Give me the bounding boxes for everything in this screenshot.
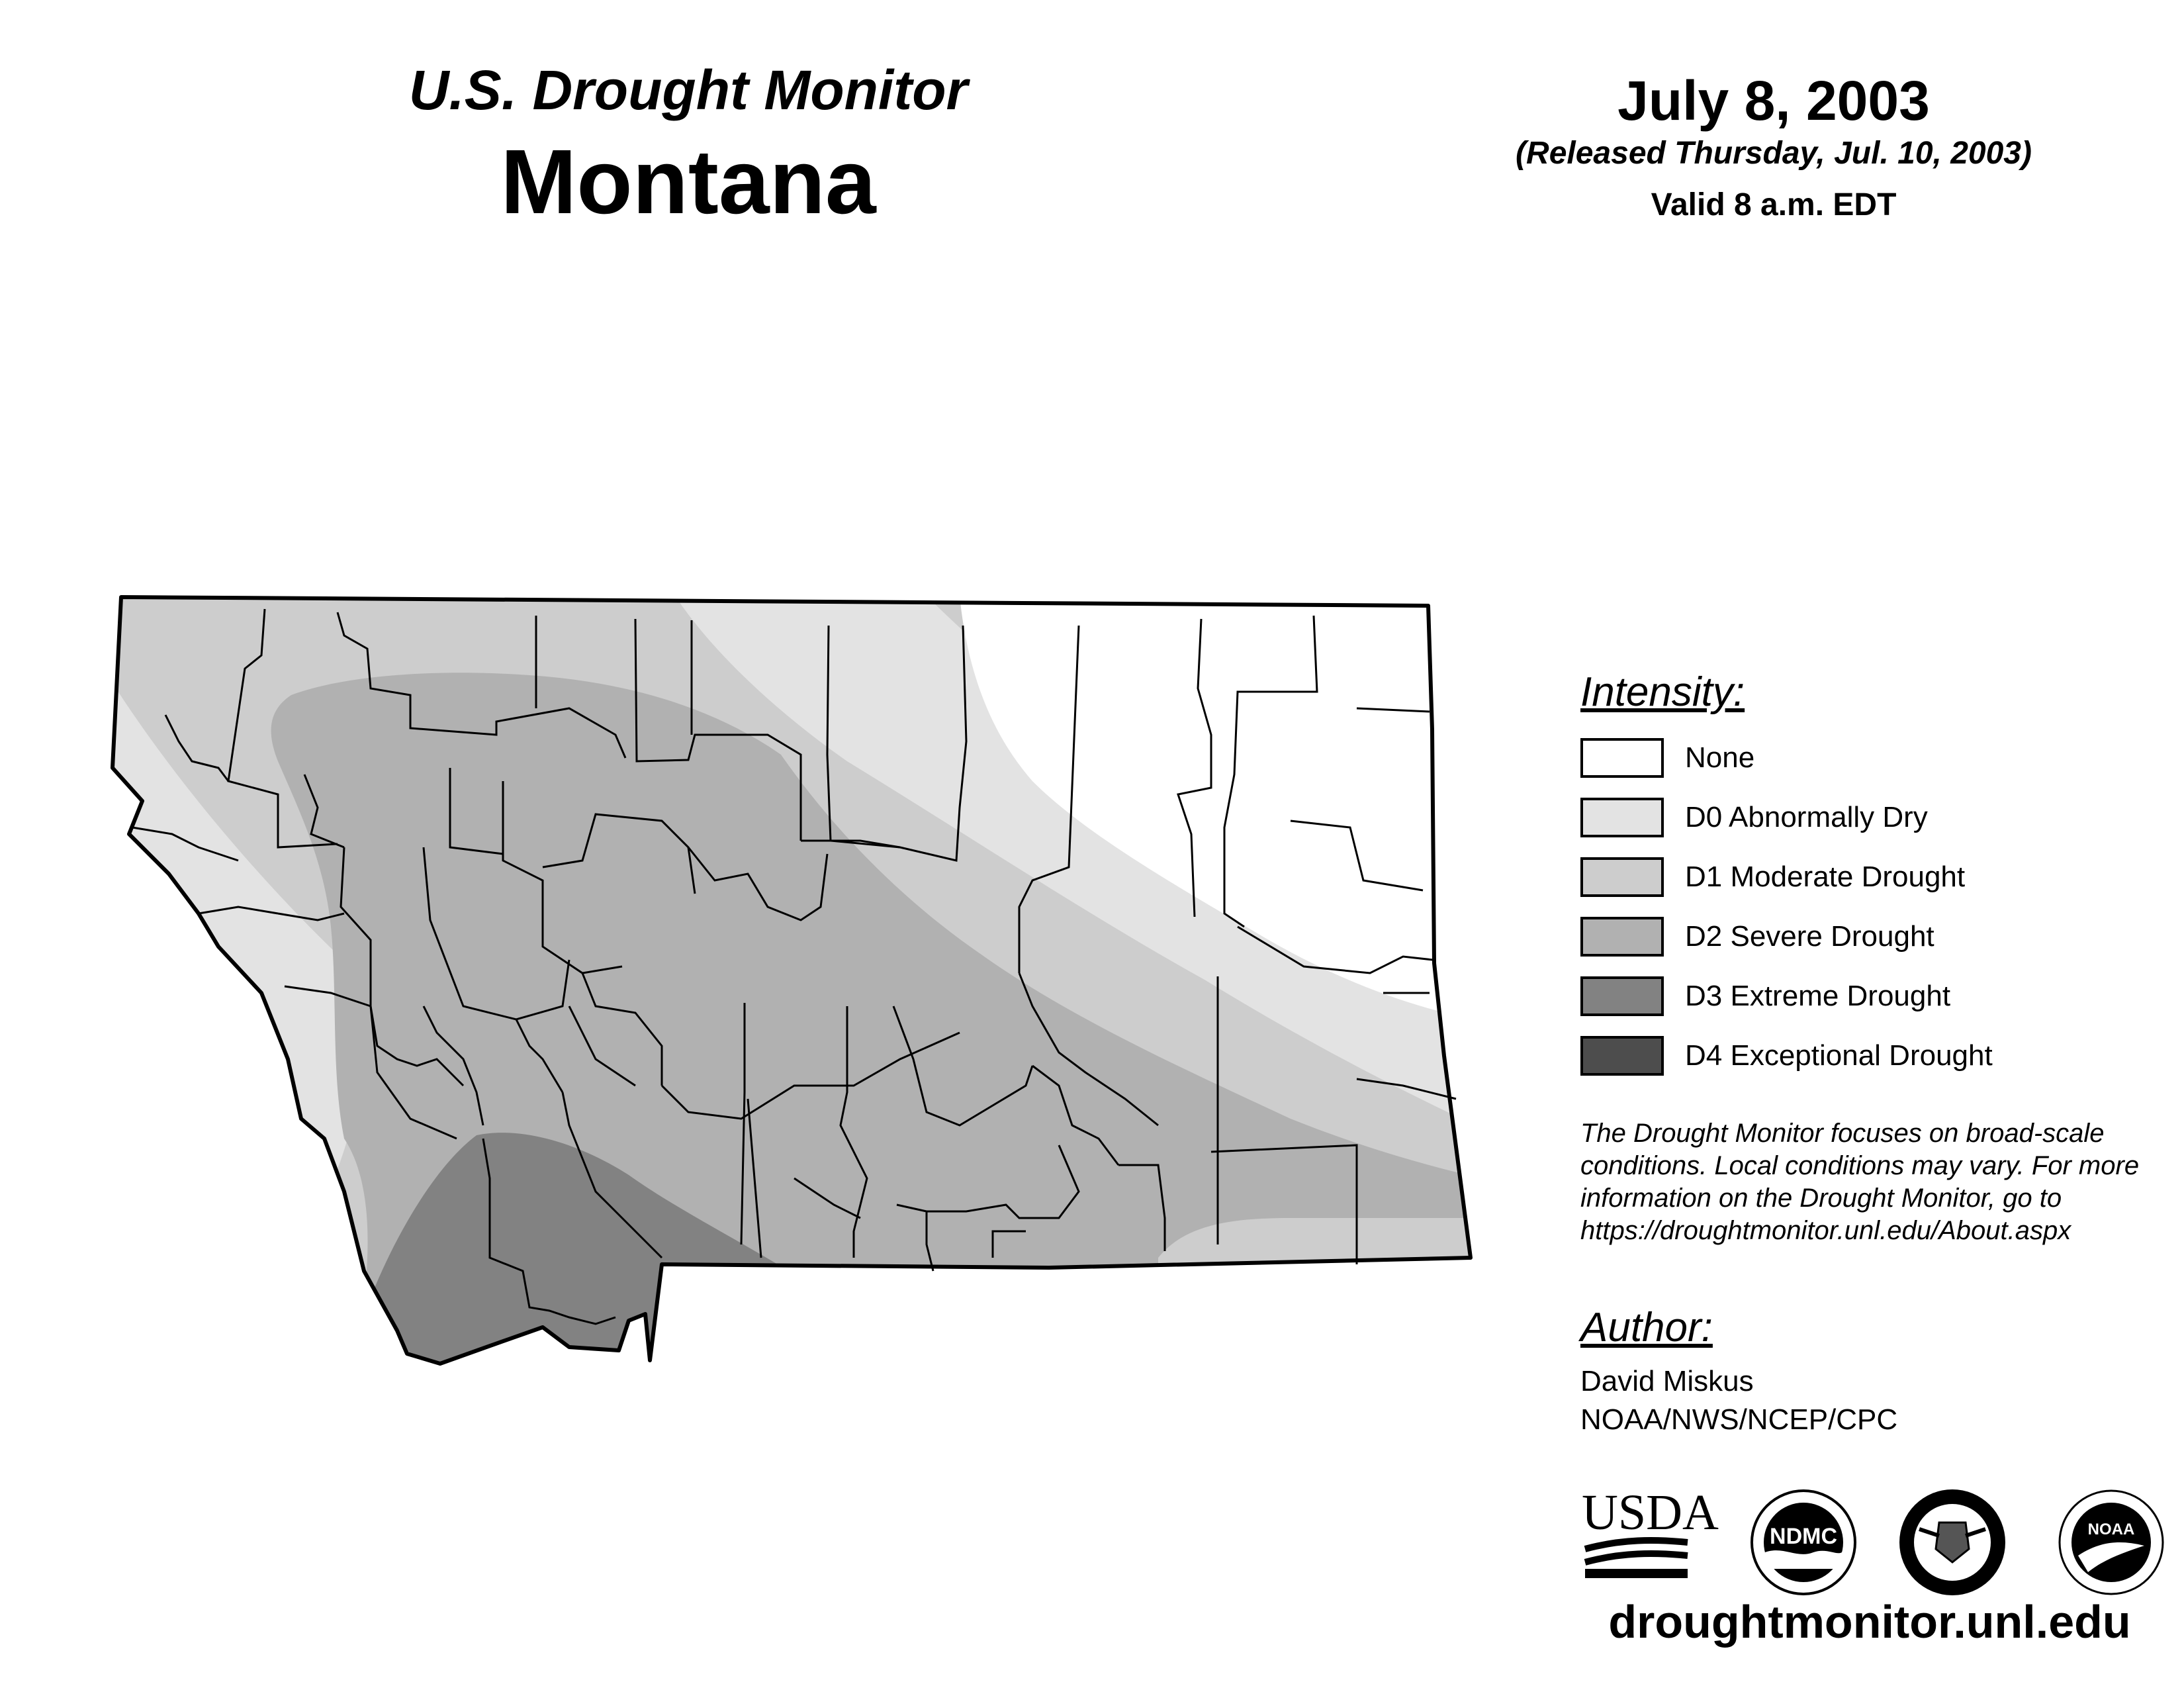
disclaimer-note: The Drought Monitor focuses on broad-scale conditions. Local conditions may vary. For more information on the Drought Monitor, go to https://droughtmonitor.unl.edu/About.aspx: [1580, 1119, 2140, 1245]
release-date: (Released Thursday, Jul. 10, 2003): [1516, 136, 2032, 171]
legend-swatch: [1580, 857, 1664, 897]
usda-logo: [1582, 1485, 1719, 1578]
map-subtitle: U.S. Drought Monitor: [408, 59, 968, 121]
legend-label: D0 Abnormally Dry: [1685, 801, 1928, 833]
legend-label: D3 Extreme Drought: [1685, 980, 1951, 1012]
author-title: Author:: [1580, 1305, 1713, 1350]
legend-swatch: [1580, 1036, 1664, 1076]
ndmc-logo: [1752, 1491, 1855, 1594]
author-org: NOAA/NWS/NCEP/CPC: [1580, 1403, 1898, 1436]
map-title: Montana: [500, 131, 876, 233]
legend-label: D2 Severe Drought: [1685, 920, 1934, 953]
legend-item-d4: [1580, 1033, 1993, 1079]
legend-swatch: [1580, 917, 1664, 957]
legend-item-d0: [1580, 794, 1928, 841]
legend-label: D4 Exceptional Drought: [1685, 1039, 1993, 1072]
valid-time: Valid 8 a.m. EDT: [1651, 187, 1897, 222]
legend-swatch: [1580, 798, 1664, 837]
noaa-logo-text: NOAA: [2087, 1521, 2135, 1538]
legend-item-d2: [1580, 914, 1934, 960]
legend-title: Intensity:: [1580, 669, 1745, 715]
legend-item-d1: [1580, 854, 1965, 900]
ndmc-logo-text: NDMC: [1770, 1524, 1837, 1549]
legend-label: D1 Moderate Drought: [1685, 861, 1966, 893]
commerce-seal-icon: [1899, 1489, 2005, 1595]
legend-swatch: [1580, 976, 1664, 1016]
legend-label: None: [1685, 741, 1755, 774]
author-name: David Miskus: [1580, 1365, 1754, 1397]
map-date: July 8, 2003: [1617, 70, 1930, 132]
website-link[interactable]: droughtmonitor.unl.edu: [1608, 1596, 2131, 1648]
legend-swatch: [1580, 738, 1664, 778]
noaa-logo: [2060, 1491, 2163, 1594]
legend-item-d3: [1580, 973, 1950, 1019]
partner-logos: [1582, 1476, 2164, 1609]
legend-item-none: [1580, 735, 1754, 781]
usda-logo-text: USDA: [1582, 1485, 1719, 1540]
